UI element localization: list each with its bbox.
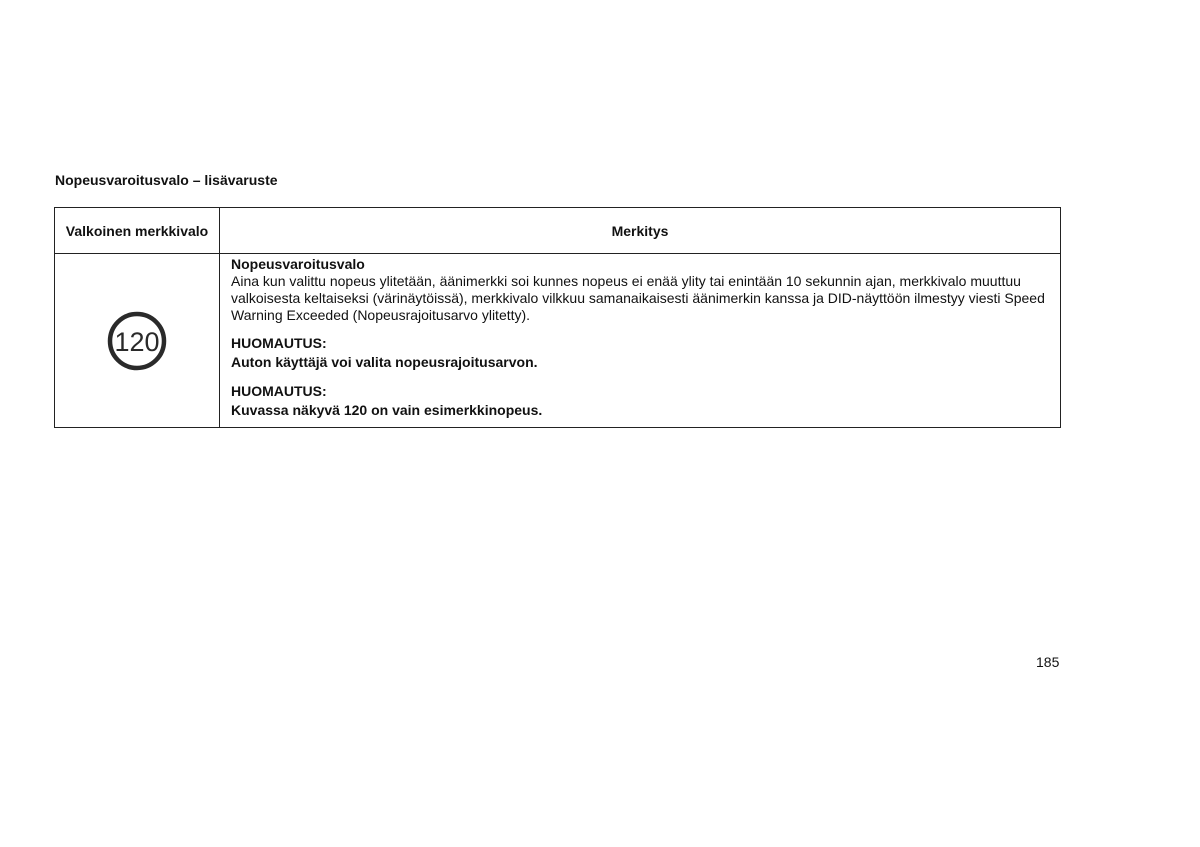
table-row	[55, 254, 1061, 428]
speed-limit-120-icon	[106, 310, 168, 372]
page-number: 185	[1036, 654, 1060, 670]
entry-title: Nopeusvaroitusvalo	[231, 256, 365, 272]
header-icon-column: Valkoinen merkkivalo	[55, 208, 220, 254]
table-header-row	[55, 208, 1061, 254]
meaning-cell	[220, 254, 1061, 428]
header-meaning-column: Merkitys	[220, 208, 1061, 254]
note-text: Kuvassa näkyvä 120 on vain esimerkkinopeus.	[231, 402, 543, 418]
entry-description: Aina kun valittu nopeus ylitetään, äänimerkki soi kunnes nopeus ei enää ylity tai enintään 10 sekunnin ajan, merkkivalo muuttuu valkoisesta keltaiseksi (värinäytöissä), merkkivalo vilkkuu samanaikaisesti äänimerkin kanssa ja DID-näyttöön ilmestyy viesti Speed Warning Exceeded (Nopeusrajoitusarvo ylitetty).	[231, 273, 1045, 323]
note	[231, 334, 1046, 372]
note-label: HUOMAUTUS:	[231, 335, 327, 351]
note-label: HUOMAUTUS:	[231, 383, 327, 399]
indicator-table	[54, 207, 1061, 428]
icon-cell	[55, 254, 220, 428]
note-text: Auton käyttäjä voi valita nopeusrajoitusarvon.	[231, 354, 538, 370]
speed-limit-value: 120	[114, 326, 160, 357]
note	[231, 382, 1046, 420]
section-title: Nopeusvaroitusvalo – lisävaruste	[55, 172, 278, 188]
